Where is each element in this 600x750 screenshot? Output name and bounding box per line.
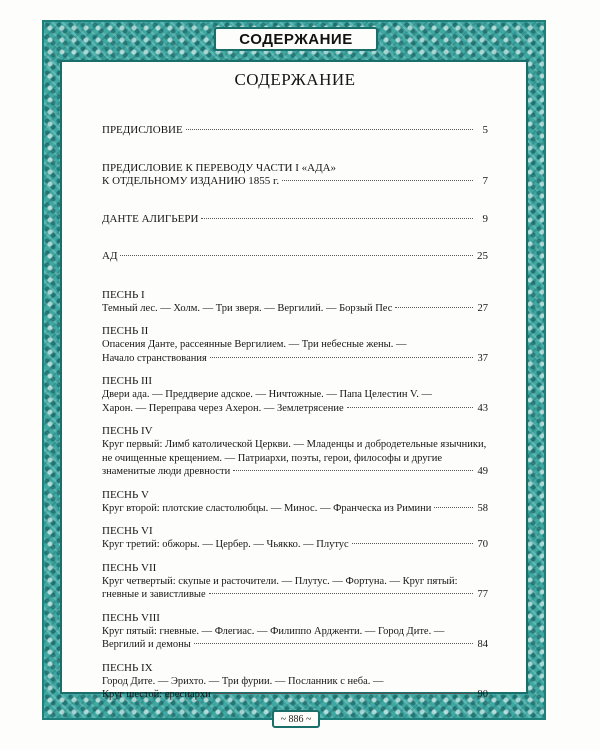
toc-entry-text: Вергилий и демоны <box>102 639 191 650</box>
toc-entry-line <box>102 338 488 352</box>
toc-entry-line <box>102 452 488 466</box>
toc-entry-line <box>102 638 488 652</box>
toc-canto-entry <box>102 488 488 516</box>
toc-page-number: 25 <box>477 250 488 262</box>
toc-entry-text: Город Дите. — Эрихто. — Три фурии. — Посланник с неба. — <box>102 675 384 687</box>
toc-canto-entry <box>102 524 488 552</box>
canto-heading: ПЕСНЬ VIII <box>102 611 160 624</box>
toc-page-number: 5 <box>482 124 488 136</box>
toc-main-entries <box>102 124 488 264</box>
canto-heading: ПЕСНЬ III <box>102 375 152 387</box>
toc-page-number: 49 <box>477 466 488 477</box>
toc-entry-text: Круг четвертый: скупые и расточители. — Плутус. — Фортуна. — Круг пятый: <box>102 575 458 587</box>
header-title: СОДЕРЖАНИЕ <box>239 30 353 48</box>
toc-entry-line <box>102 162 488 176</box>
dot-leader <box>434 506 473 508</box>
toc-entry-text: Темный лес. — Холм. — Три зверя. — Вергилий. — Борзый Пес <box>102 302 393 314</box>
toc-page-number: 9 <box>482 212 488 225</box>
canto-heading: ПЕСНЬ IX <box>102 661 153 674</box>
canto-heading: ПЕСНЬ V <box>102 488 149 501</box>
canto-description <box>102 675 488 702</box>
dot-leader <box>214 692 473 694</box>
toc-page-number: 7 <box>482 175 488 187</box>
toc-entry-line <box>102 175 488 189</box>
canto-description <box>102 438 488 479</box>
toc-entry-text: АД <box>102 250 118 262</box>
canto-description <box>102 388 488 415</box>
page-number: ~ 886 ~ <box>280 713 312 725</box>
toc-main-entry <box>102 124 488 138</box>
toc-entry-text: Круг второй: плотские сластолюбцы. — Минос. — Франческа из Римини <box>102 502 432 514</box>
toc-entry-line <box>102 250 488 264</box>
toc-entry-line <box>102 588 488 602</box>
canto-description <box>102 502 488 516</box>
toc-main-entry <box>102 162 488 189</box>
header-band <box>214 27 378 51</box>
toc-canto-entry <box>102 288 488 316</box>
toc-page-number: 90 <box>477 689 488 700</box>
toc-entry-line <box>102 124 488 138</box>
dot-leader <box>201 217 473 219</box>
toc-page-number: 58 <box>477 502 488 514</box>
toc-entry-text: Круг третий: обжоры. — Цербер. — Чьякко. — Плутус <box>102 539 349 550</box>
toc-canto-entry <box>102 324 488 365</box>
canto-heading: ПЕСНЬ VII <box>102 561 157 574</box>
dot-leader <box>352 542 473 544</box>
toc-entry-line <box>102 538 488 552</box>
toc-entry-text: не очищенные крещением. — Патриархи, поэты, герои, философы и другие <box>102 452 443 464</box>
toc-entry-text: знаменитые люди древности <box>102 466 231 477</box>
toc-canto-entries <box>102 288 488 702</box>
toc-page-number: 70 <box>477 539 488 550</box>
dot-leader <box>347 406 473 408</box>
toc-entry-text: Двери ада. — Преддверие адское. — Ничтожные. — Папа Целестин V. — <box>102 389 433 400</box>
table-of-contents <box>102 70 488 711</box>
toc-canto-entry <box>102 611 488 652</box>
toc-entry-line <box>102 213 488 227</box>
dot-leader <box>210 356 473 358</box>
toc-entry-text: гневные и завистливые <box>102 589 206 600</box>
toc-entry-line <box>102 675 488 689</box>
toc-entry-text: К ОТДЕЛЬНОМУ ИЗДАНИЮ 1855 г. <box>102 175 280 187</box>
page-number-badge <box>272 710 320 728</box>
toc-title: СОДЕРЖАНИЕ <box>234 70 356 89</box>
toc-page-number: 84 <box>477 639 488 650</box>
dot-leader <box>282 179 473 181</box>
toc-main-entry <box>102 250 488 264</box>
canto-heading: ПЕСНЬ I <box>102 288 145 301</box>
toc-entry-text: Опасения Данте, рассеянные Вергилием. — Три небесные жены. — <box>102 339 407 350</box>
toc-entry-text: Круг пятый: гневные. — Флегиас. — Филиппо Ардженти. — Город Дите. — <box>102 625 445 637</box>
dot-leader <box>186 128 473 130</box>
toc-canto-entry <box>102 424 488 479</box>
toc-page-number: 27 <box>477 302 488 314</box>
canto-description <box>102 538 488 552</box>
toc-entry-text: Круг шестой: ересиархи <box>102 689 211 700</box>
toc-entry-line <box>102 502 488 516</box>
dot-leader <box>395 306 473 308</box>
dot-leader <box>233 469 473 471</box>
toc-canto-entry <box>102 561 488 602</box>
toc-page-number: 77 <box>477 589 488 600</box>
toc-page-number: 37 <box>477 352 488 364</box>
dot-leader <box>194 642 473 644</box>
toc-entry-line <box>102 388 488 402</box>
toc-entry-line <box>102 625 488 639</box>
toc-entry-text: ПРЕДИСЛОВИЕ <box>102 124 183 136</box>
toc-entry-line <box>102 688 488 702</box>
toc-entry-text: Харон. — Переправа через Ахерон. — Землетрясение <box>102 402 344 414</box>
canto-description <box>102 338 488 365</box>
canto-heading: ПЕСНЬ VI <box>102 525 153 537</box>
canto-description <box>102 302 488 316</box>
toc-canto-entry <box>102 661 488 702</box>
dot-leader <box>120 254 473 256</box>
toc-canto-entry <box>102 374 488 415</box>
toc-entry-line <box>102 302 488 316</box>
toc-entry-text: Начало странствования <box>102 352 207 364</box>
canto-heading: ПЕСНЬ IV <box>102 425 153 437</box>
toc-entry-text: ПРЕДИСЛОВИЕ К ПЕРЕВОДУ ЧАСТИ I «АДА» <box>102 161 337 174</box>
toc-page-number: 43 <box>477 402 488 414</box>
canto-heading: ПЕСНЬ II <box>102 325 149 337</box>
toc-entry-line <box>102 465 488 479</box>
toc-entry-text: ДАНТЕ АЛИГЬЕРИ <box>102 212 199 225</box>
toc-entry-text: Круг первый: Лимб католической Церкви. — Младенцы и добродетельные язычники, <box>102 439 487 450</box>
dot-leader <box>209 592 473 594</box>
toc-entry-line <box>102 402 488 416</box>
toc-entry-line <box>102 575 488 589</box>
toc-main-entry <box>102 213 488 227</box>
canto-description <box>102 575 488 602</box>
toc-entry-line <box>102 438 488 452</box>
toc-entry-line <box>102 352 488 366</box>
canto-description <box>102 625 488 652</box>
